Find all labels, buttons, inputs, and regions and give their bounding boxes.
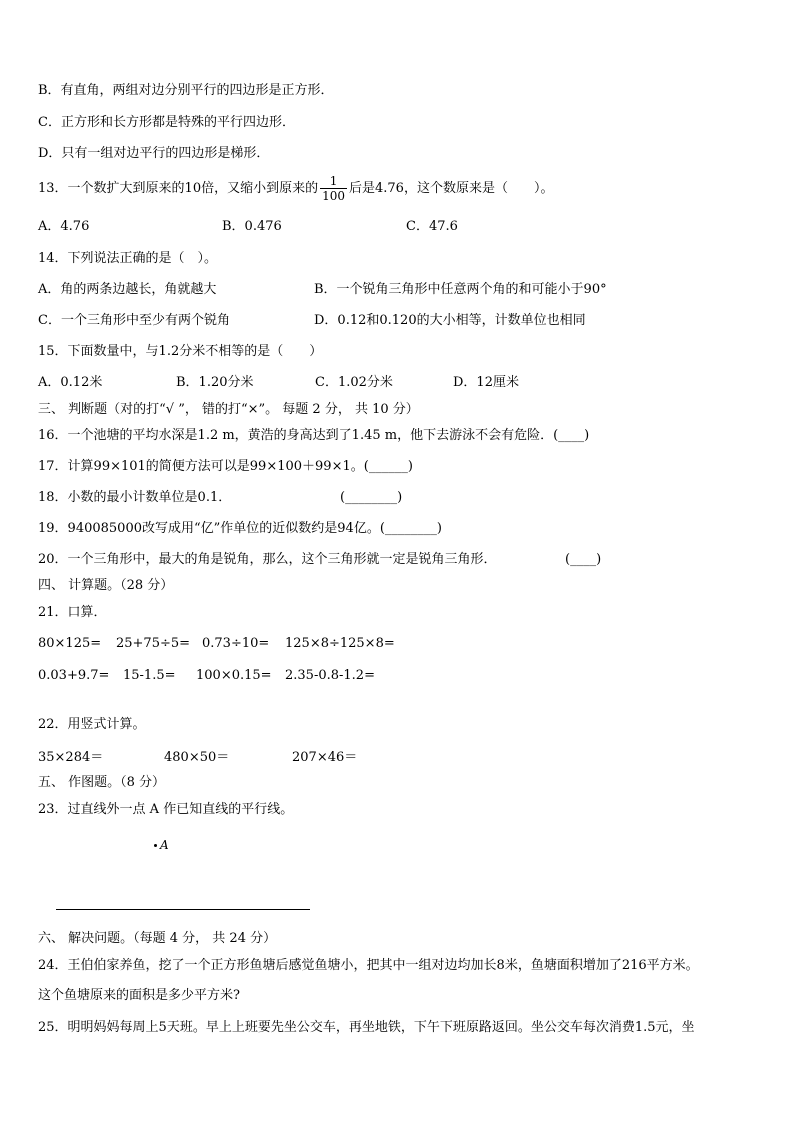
option-c: C．正方形和长方形都是特殊的平行四边形． bbox=[38, 115, 295, 130]
calc-item: 25+75÷5= bbox=[116, 636, 191, 651]
option-b: B．有直角，两组对边分别平行的四边形是正方形． bbox=[38, 83, 334, 98]
point-label: A bbox=[160, 838, 169, 852]
calc-item: 0.03+9.7= bbox=[38, 668, 110, 683]
q14-option-b: B．一个锐角三角形中任意两个角的和可能小于90° bbox=[314, 282, 607, 297]
calc-item: 15-1.5= bbox=[123, 668, 176, 683]
given-line bbox=[56, 909, 310, 910]
section-3-heading: 三、 判断题（对的打“√ ”， 错的打“×”。 每题 2 分， 共 10 分） bbox=[38, 402, 419, 417]
fraction-numerator: 1 bbox=[320, 174, 347, 189]
vertical-calc-item: 480×50＝ bbox=[164, 750, 230, 765]
q18-answer-blank: (________) bbox=[340, 490, 403, 505]
calc-item: 100×0.15= bbox=[196, 668, 272, 683]
point-dot-icon bbox=[154, 844, 157, 847]
fraction-denominator: 100 bbox=[322, 189, 345, 203]
section-5-heading: 五、 作图题。（8 分） bbox=[38, 775, 166, 790]
point-a bbox=[154, 838, 169, 852]
question-14: 14．下列说法正确的是（ ）。 bbox=[38, 251, 218, 266]
q13-suffix: 后是4.76，这个数原来是（ ）。 bbox=[349, 181, 554, 196]
q15-option-c: C．1.02分米 bbox=[315, 375, 393, 390]
question-20: 20．一个三角形中，最大的角是锐角，那么，这个三角形就一定是锐角三角形． bbox=[38, 552, 497, 567]
question-15: 15．下面数量中，与1.2分米不相等的是（ ） bbox=[38, 344, 323, 359]
calc-item: 0.73÷10= bbox=[202, 636, 270, 651]
calc-item: 2.35-0.8-1.2= bbox=[285, 668, 375, 683]
q15-option-a: A．0.12米 bbox=[38, 375, 103, 390]
q13-option-a: A．4.76 bbox=[38, 219, 90, 234]
calc-item: 80×125= bbox=[38, 636, 102, 651]
option-d: D．只有一组对边平行的四边形是梯形． bbox=[38, 146, 270, 161]
q15-option-d: D．12厘米 bbox=[453, 375, 519, 390]
q14-option-a: A．角的两条边越长，角就越大 bbox=[38, 282, 217, 297]
calc-item: 125×8÷125×8= bbox=[285, 636, 395, 651]
question-13 bbox=[38, 171, 553, 207]
section-4-heading: 四、 计算题。（28 分） bbox=[38, 578, 174, 593]
q14-option-d: D．0.12和0.120的大小相等，计数单位也相同 bbox=[314, 313, 586, 328]
section-6-heading: 六、 解决问题。（每题 4 分， 共 24 分） bbox=[38, 931, 277, 946]
q13-option-b: B．0.476 bbox=[222, 219, 282, 234]
q15-option-b: B．1.20分米 bbox=[176, 375, 254, 390]
fraction bbox=[320, 174, 347, 203]
question-17: 17．计算99×101的简便方法可以是99×100＋99×1。(______) bbox=[38, 459, 413, 474]
question-24: 24．王伯伯家养鱼，挖了一个正方形鱼塘后感觉鱼塘小，把其中一组对边均加长8米，鱼塘面积增加了216平方米。 bbox=[38, 958, 699, 973]
q14-option-c: C．一个三角形中至少有两个锐角 bbox=[38, 313, 230, 328]
question-18: 18．小数的最小计数单位是0.1． bbox=[38, 490, 232, 505]
question-24-continued: 这个鱼塘原来的面积是多少平方米? bbox=[38, 988, 240, 1003]
q13-prefix: 13．一个数扩大到原来的10倍，又缩小到原来的 bbox=[38, 181, 319, 196]
question-22: 22．用竖式计算。 bbox=[38, 717, 146, 732]
question-21: 21．口算． bbox=[38, 605, 107, 620]
question-23: 23．过直线外一点 A 作已知直线的平行线。 bbox=[38, 802, 294, 817]
vertical-calc-item: 207×46＝ bbox=[292, 750, 358, 765]
q13-option-c: C．47.6 bbox=[406, 219, 458, 234]
question-19: 19．940085000改写成用“亿”作单位的近似数约是94亿。(________) bbox=[38, 521, 442, 536]
q20-answer-blank: (____) bbox=[565, 552, 602, 567]
question-16: 16．一个池塘的平均水深是1.2 m，黄浩的身高达到了1.45 m，他下去游泳不会有危险．(____) bbox=[38, 428, 590, 443]
question-25: 25．明明妈妈每周上5天班。早上上班要先坐公交车，再坐地铁，下午下班原路返回。坐公交车每次消费1.5元，坐 bbox=[38, 1020, 695, 1035]
vertical-calc-item: 35×284＝ bbox=[38, 750, 104, 765]
